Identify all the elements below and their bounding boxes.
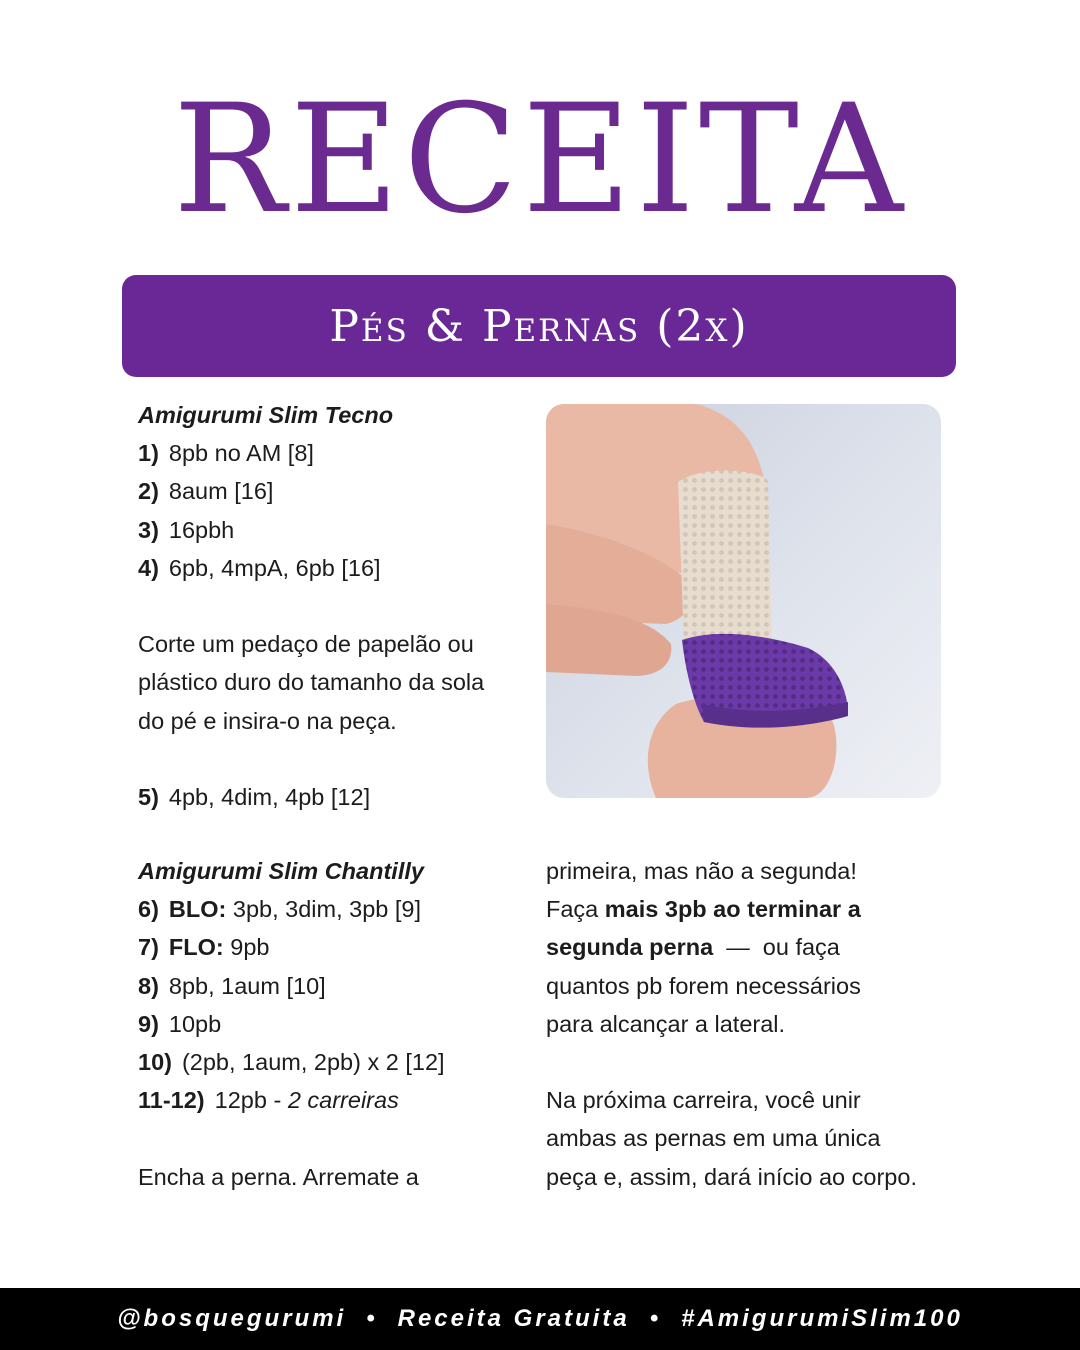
instructions-continued bbox=[546, 852, 917, 1196]
paragraph-line: plástico duro do tamanho da sola bbox=[138, 669, 485, 696]
section-banner-label: Pés & Pernas (2x) bbox=[329, 300, 749, 352]
separator-dot: • bbox=[649, 1305, 662, 1332]
text-run: — ou faça bbox=[713, 934, 840, 961]
paragraph-line: quantos pb forem necessários bbox=[546, 972, 861, 999]
stitch-type: FLO: bbox=[168, 934, 224, 961]
round-text: 8aum [16] bbox=[168, 478, 274, 505]
round-3 bbox=[138, 511, 484, 549]
spacer bbox=[138, 587, 484, 625]
paragraph-line: Na próxima carreira, você unir bbox=[546, 1087, 861, 1114]
round-number: 5) bbox=[138, 784, 159, 810]
paragraph-line: ambas as pernas em uma única bbox=[546, 1125, 881, 1152]
paragraph-line: Corte um pedaço de papelão ou bbox=[138, 631, 474, 658]
chantilly-heading: Amigurumi Slim Chantilly bbox=[138, 858, 424, 884]
paragraph-line: peça e, assim, dará início ao corpo. bbox=[546, 1163, 917, 1190]
round-number: 10) bbox=[138, 1049, 172, 1076]
round-text: 8pb, 1aum [10] bbox=[168, 972, 326, 999]
spacer bbox=[138, 740, 484, 778]
round-text: 8pb no AM [8] bbox=[168, 440, 314, 467]
crochet-leg-illustration bbox=[546, 404, 941, 798]
round-number: 8) bbox=[138, 972, 159, 999]
tecno-heading: Amigurumi Slim Tecno bbox=[138, 402, 394, 428]
paragraph-line: para alcançar a lateral. bbox=[546, 1010, 786, 1037]
round-number: 1) bbox=[138, 440, 159, 467]
round-7 bbox=[138, 928, 445, 966]
round-2 bbox=[138, 472, 484, 510]
round-number: 7) bbox=[138, 934, 159, 961]
round-11-12 bbox=[138, 1081, 445, 1119]
round-text: 12pb - bbox=[214, 1087, 282, 1114]
spacer bbox=[546, 1043, 917, 1081]
round-text: 10pb bbox=[168, 1010, 222, 1037]
round-text: 4pb, 4dim, 4pb [12] bbox=[168, 784, 371, 810]
round-6 bbox=[138, 890, 445, 928]
round-text: 9pb bbox=[230, 934, 270, 961]
spacer bbox=[138, 1119, 445, 1157]
round-1 bbox=[138, 434, 484, 472]
round-note: 2 carreiras bbox=[287, 1087, 399, 1114]
section-banner bbox=[122, 275, 956, 377]
round-number: 6) bbox=[138, 896, 159, 923]
round-9 bbox=[138, 1005, 445, 1043]
round-number: 4) bbox=[138, 554, 159, 581]
round-10 bbox=[138, 1043, 445, 1081]
round-number: 11-12) bbox=[138, 1087, 205, 1114]
separator-dot: • bbox=[366, 1305, 378, 1332]
footer-label: Receita Gratuita bbox=[397, 1305, 630, 1332]
stitch-type: BLO: bbox=[168, 896, 227, 923]
round-4 bbox=[138, 549, 484, 587]
crochet-leg-photo bbox=[546, 404, 941, 798]
round-text: (2pb, 1aum, 2pb) x 2 [12] bbox=[181, 1049, 445, 1076]
emphasis-text: segunda perna bbox=[546, 934, 714, 961]
round-text: 3pb, 3dim, 3pb [9] bbox=[232, 896, 422, 923]
round-number: 9) bbox=[138, 1010, 159, 1037]
instructions-chantilly bbox=[138, 852, 445, 1196]
text-run: Faça bbox=[546, 896, 605, 923]
round-5 bbox=[138, 778, 484, 816]
page-title: RECEITA bbox=[172, 73, 908, 247]
paragraph-line bbox=[546, 928, 917, 966]
paragraph-line: primeira, mas não a segunda! bbox=[546, 858, 857, 884]
round-8 bbox=[138, 967, 445, 1005]
round-number: 2) bbox=[138, 478, 159, 505]
round-text: 6pb, 4mpA, 6pb [16] bbox=[168, 554, 381, 581]
paragraph-line: do pé e insira-o na peça. bbox=[138, 707, 397, 734]
round-text: 16pbh bbox=[168, 516, 235, 543]
round-number: 3) bbox=[138, 516, 159, 543]
instagram-handle[interactable]: @bosquegurumi bbox=[117, 1305, 347, 1332]
instructions-tecno bbox=[138, 396, 484, 816]
footer-bar bbox=[0, 1288, 1080, 1350]
closing-line: Encha a perna. Arremate a bbox=[138, 1163, 419, 1190]
hashtag[interactable]: #AmigurumiSlim100 bbox=[681, 1305, 963, 1332]
paragraph-line bbox=[546, 890, 917, 928]
emphasis-text: mais 3pb ao terminar a bbox=[604, 896, 861, 923]
